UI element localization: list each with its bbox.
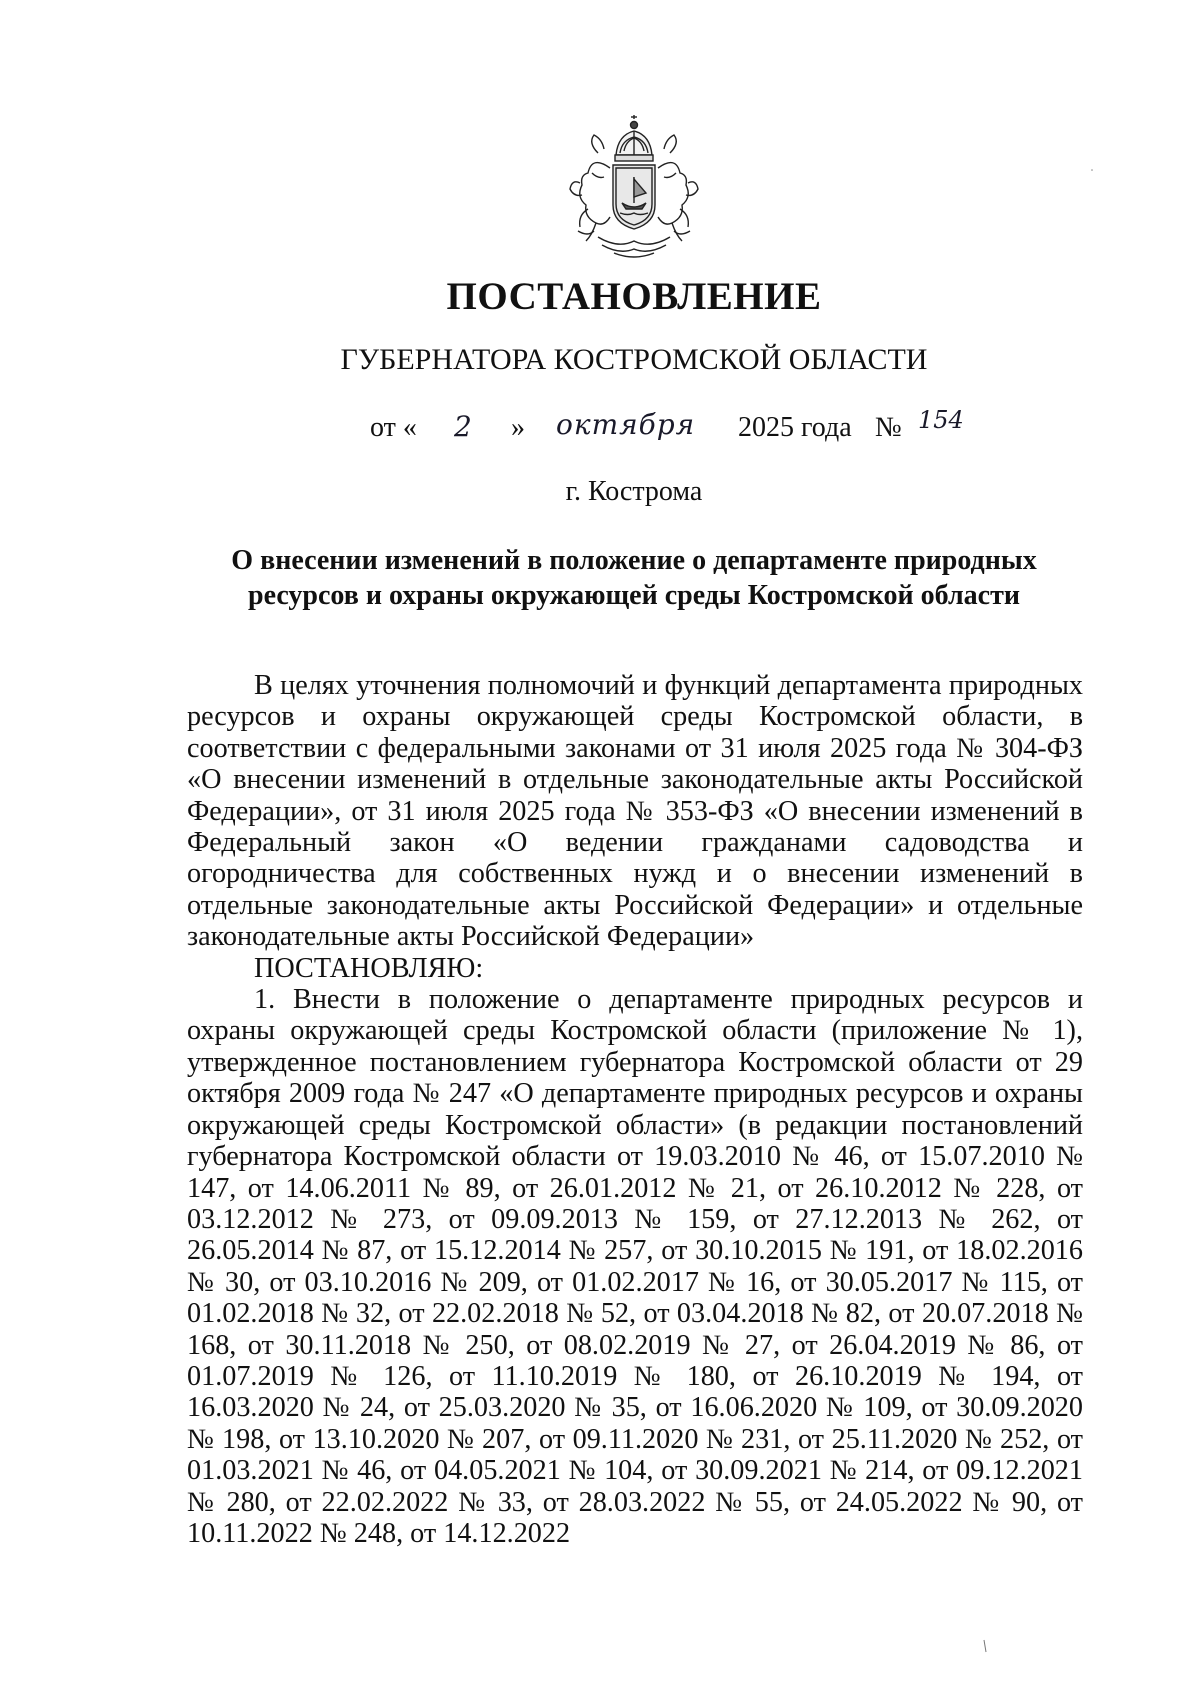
decree-word: ПОСТАНОВЛЯЮ: <box>254 952 484 984</box>
date-year: 2025 года <box>738 412 852 443</box>
issuer-subtitle: ГУБЕРНАТОРА КОСТРОМСКОЙ ОБЛАСТИ <box>340 343 928 376</box>
item-1-paragraph: 1. Внести в положение о департаменте природных ресурсов и охраны окружающей среды Костромской области (приложение № 1), утвержденное постановлением губернатора Костромской области от 29 октября 2009 года № 247 «О департаменте природных ресурсов и охраны окружающей среды Костромской области» (в редакции постановлений губернатора Костромской области от 19.03.2010 № 46, от 15.07.2010 № 147, от 14.06.2011 № 89, от 26.01.2012 № 21, от 26.10.2012 № 228, от 03.12.2012 № 273, от 09.09.2013 № 159, от 27.12.2013 № 262, от 26.05.2014 № 87, от 15.12.2014 № 257, от 30.10.2015 № 191, от 18.02.2016 № 30, от 03.10.2016 № 209, от 01.02.2017 № 16, от 30.05.2017 № 115, от 01.02.2018 № 32, от 22.02.2018 № 52, от 03.04.2018 № 82, от 20.07.2018 № 168, от 30.11.2018 № 250, от 08.02.2019 № 27, от 26.04.2019 № 86, от 01.07.2019 № 126, от 11.10.2019 № 180, от 26.10.2019 № 194, от 16.03.2020 № 24, от 25.03.2020 № 35, от 16.06.2020 № 109, от 30.09.2020 № 198, от 13.10.2020 № 207, от 09.11.2020 № 231, от 25.11.2020 № 252, от 01.03.2021 № 46, от 04.05.2021 № 104, от 30.09.2021 № 214, от 09.12.2021 № 280, от 22.02.2022 № 33, от 28.03.2022 № 55, от 24.05.2022 № 90, от 10.11.2022 № 248, от 14.12.2022 <box>187 984 1083 1549</box>
document-title: ПОСТАНОВЛЕНИЕ <box>446 275 822 318</box>
handwritten-number: 154 <box>918 406 964 434</box>
city-line: г. Кострома <box>565 476 703 507</box>
document-heading: О внесении изменений в положение о департаменте природных ресурсов и охраны окружающей среды Костромской области <box>231 545 1037 611</box>
date-prefix: от « <box>370 412 417 443</box>
handwritten-month: октября <box>556 408 696 441</box>
date-close-quote: » <box>511 412 525 443</box>
preamble-paragraph: В целях уточнения полномочий и функций департамента природных ресурсов и охраны окружающей среды Костромской области, в соответствии с федеральными законами от 31 июля 2025 года № 304-ФЗ «О внесении изменений в отдельные законодательные акты Российской Федерации», от 31 июля 2025 года № 353-ФЗ «О внесении изменений в Федеральный закон «О ведении гражданами садоводства и огородничества для собственных нужд и о внесении изменений в отдельные законодательные акты Российской Федерации» и отдельные законодательные акты Российской Федерации» <box>187 670 1083 953</box>
handwritten-day: 2 <box>454 410 472 443</box>
number-prefix: № <box>875 412 902 443</box>
